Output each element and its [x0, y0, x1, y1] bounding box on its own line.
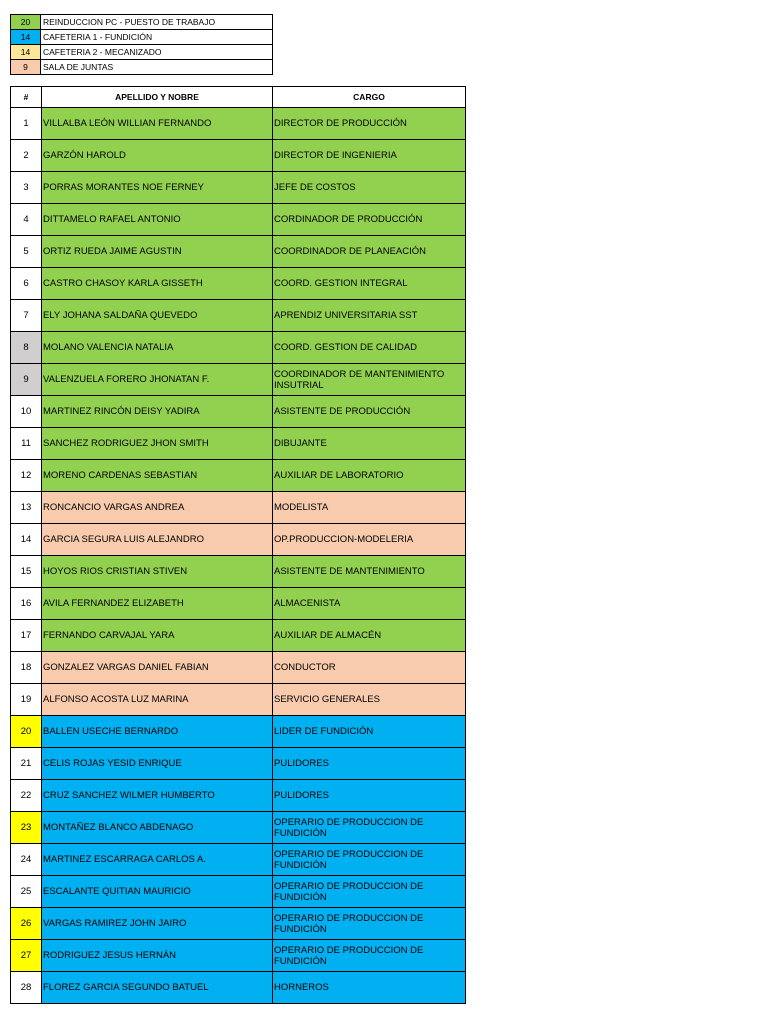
legend-count: 9 — [11, 60, 41, 75]
row-cargo: CONDUCTOR — [273, 652, 466, 684]
row-name: VILLALBA LEÓN WILLIAN FERNANDO — [42, 108, 273, 140]
legend-label: CAFETERIA 1 - FUNDICIÓN — [41, 30, 273, 45]
row-name: GARCIA SEGURA LUIS ALEJANDRO — [42, 524, 273, 556]
row-name: GARZÓN HAROLD — [42, 140, 273, 172]
table-row — [11, 684, 466, 716]
row-name: VALENZUELA FORERO JHONATAN F. — [42, 364, 273, 396]
legend-table — [10, 14, 273, 75]
legend-row — [11, 15, 273, 30]
legend-row — [11, 45, 273, 60]
table-row — [11, 876, 466, 908]
row-number: 19 — [11, 684, 42, 716]
table-row — [11, 524, 466, 556]
row-number: 15 — [11, 556, 42, 588]
table-row — [11, 492, 466, 524]
row-name: ALFONSO ACOSTA LUZ MARINA — [42, 684, 273, 716]
row-number: 7 — [11, 300, 42, 332]
row-cargo: OPERARIO DE PRODUCCION DE FUNDICIÓN — [273, 844, 466, 876]
row-name: FLOREZ GARCIA SEGUNDO BATUEL — [42, 972, 273, 1004]
table-row — [11, 812, 466, 844]
row-name: ESCALANTE QUITIAN MAURICIO — [42, 876, 273, 908]
legend-row — [11, 60, 273, 75]
row-cargo: DIBUJANTE — [273, 428, 466, 460]
row-number: 11 — [11, 428, 42, 460]
table-row — [11, 428, 466, 460]
row-number: 10 — [11, 396, 42, 428]
header-row — [11, 87, 466, 108]
table-row — [11, 716, 466, 748]
table-row — [11, 556, 466, 588]
row-cargo: OPERARIO DE PRODUCCION DE FUNDICIÓN — [273, 940, 466, 972]
row-cargo: CORDINADOR DE PRODUCCIÓN — [273, 204, 466, 236]
table-row — [11, 588, 466, 620]
row-number: 25 — [11, 876, 42, 908]
legend-label: REINDUCCION PC - PUESTO DE TRABAJO — [41, 15, 273, 30]
row-name: CASTRO CHASOY KARLA GISSETH — [42, 268, 273, 300]
row-number: 27 — [11, 940, 42, 972]
row-name: PORRAS MORANTES NOE FERNEY — [42, 172, 273, 204]
header-num: # — [11, 87, 42, 108]
row-cargo: ALMACENISTA — [273, 588, 466, 620]
table-row — [11, 332, 466, 364]
staff-table-header — [11, 87, 466, 108]
row-number: 1 — [11, 108, 42, 140]
row-cargo: AUXILIAR DE LABORATORIO — [273, 460, 466, 492]
legend-count: 14 — [11, 45, 41, 60]
staff-table-body — [11, 108, 466, 1004]
row-cargo: COORD. GESTION INTEGRAL — [273, 268, 466, 300]
table-row — [11, 460, 466, 492]
row-cargo: OPERARIO DE PRODUCCION DE FUNDICIÓN — [273, 908, 466, 940]
row-cargo: JEFE DE COSTOS — [273, 172, 466, 204]
row-cargo: AUXILIAR DE ALMACÉN — [273, 620, 466, 652]
row-cargo: HORNEROS — [273, 972, 466, 1004]
row-number: 23 — [11, 812, 42, 844]
row-name: VARGAS RAMIREZ JOHN JAIRO — [42, 908, 273, 940]
row-number: 20 — [11, 716, 42, 748]
row-cargo: ASISTENTE DE PRODUCCIÓN — [273, 396, 466, 428]
row-cargo: SERVICIO GENERALES — [273, 684, 466, 716]
row-name: ELY JOHANA SALDAÑA QUEVEDO — [42, 300, 273, 332]
row-cargo: OPERARIO DE PRODUCCION DE FUNDICIÓN — [273, 876, 466, 908]
row-number: 2 — [11, 140, 42, 172]
row-name: MORENO CARDENAS SEBASTIAN — [42, 460, 273, 492]
table-row — [11, 972, 466, 1004]
row-number: 3 — [11, 172, 42, 204]
row-name: HOYOS RIOS CRISTIAN STIVEN — [42, 556, 273, 588]
row-name: MARTINEZ RINCÓN DEISY YADIRA — [42, 396, 273, 428]
row-cargo: COORDINADOR DE PLANEACIÓN — [273, 236, 466, 268]
legend-row — [11, 30, 273, 45]
row-name: SANCHEZ RODRIGUEZ JHON SMITH — [42, 428, 273, 460]
row-name: GONZALEZ VARGAS DANIEL FABIAN — [42, 652, 273, 684]
legend-count: 20 — [11, 15, 41, 30]
table-row — [11, 204, 466, 236]
row-name: MARTINEZ ESCARRAGA CARLOS A. — [42, 844, 273, 876]
row-cargo: OPERARIO DE PRODUCCION DE FUNDICIÓN — [273, 812, 466, 844]
row-name: BALLEN USECHE BERNARDO — [42, 716, 273, 748]
row-number: 24 — [11, 844, 42, 876]
row-name: AVILA FERNANDEZ ELIZABETH — [42, 588, 273, 620]
row-name: CELIS ROJAS YESID ENRIQUE — [42, 748, 273, 780]
table-row — [11, 940, 466, 972]
row-number: 6 — [11, 268, 42, 300]
row-cargo: OP.PRODUCCION-MODELERIA — [273, 524, 466, 556]
legend-count: 14 — [11, 30, 41, 45]
table-row — [11, 748, 466, 780]
row-number: 4 — [11, 204, 42, 236]
row-number: 21 — [11, 748, 42, 780]
table-row — [11, 172, 466, 204]
row-number: 12 — [11, 460, 42, 492]
table-row — [11, 364, 466, 396]
table-row — [11, 236, 466, 268]
legend-body — [11, 15, 273, 75]
row-name: DITTAMELO RAFAEL ANTONIO — [42, 204, 273, 236]
legend-label: SALA DE JUNTAS — [41, 60, 273, 75]
row-cargo: LIDER DE FUNDICIÓN — [273, 716, 466, 748]
row-cargo: ASISTENTE DE MANTENIMIENTO — [273, 556, 466, 588]
header-cargo: CARGO — [273, 87, 466, 108]
row-cargo: COORDINADOR DE MANTENIMIENTO INSUTRIAL — [273, 364, 466, 396]
row-name: MONTAÑEZ BLANCO ABDENAGO — [42, 812, 273, 844]
row-number: 14 — [11, 524, 42, 556]
row-cargo: PULIDORES — [273, 748, 466, 780]
row-cargo: DIRECTOR DE PRODUCCIÓN — [273, 108, 466, 140]
row-number: 28 — [11, 972, 42, 1004]
row-number: 26 — [11, 908, 42, 940]
header-name: APELLIDO Y NOBRE — [42, 87, 273, 108]
row-number: 18 — [11, 652, 42, 684]
row-number: 16 — [11, 588, 42, 620]
row-cargo: DIRECTOR DE INGENIERIA — [273, 140, 466, 172]
row-cargo: COORD. GESTION DE CALIDAD — [273, 332, 466, 364]
table-row — [11, 268, 466, 300]
row-number: 17 — [11, 620, 42, 652]
table-row — [11, 300, 466, 332]
table-row — [11, 908, 466, 940]
staff-table — [10, 86, 466, 1004]
row-name: CRUZ SANCHEZ WILMER HUMBERTO — [42, 780, 273, 812]
row-number: 22 — [11, 780, 42, 812]
row-name: ORTIZ RUEDA JAIME AGUSTIN — [42, 236, 273, 268]
row-number: 5 — [11, 236, 42, 268]
table-row — [11, 844, 466, 876]
row-number: 13 — [11, 492, 42, 524]
row-cargo: MODELISTA — [273, 492, 466, 524]
table-row — [11, 140, 466, 172]
row-name: FERNANDO CARVAJAL YARA — [42, 620, 273, 652]
legend-label: CAFETERIA 2 - MECANIZADO — [41, 45, 273, 60]
row-cargo: APRENDIZ UNIVERSITARIA SST — [273, 300, 466, 332]
row-number: 9 — [11, 364, 42, 396]
table-row — [11, 652, 466, 684]
table-row — [11, 780, 466, 812]
row-name: MOLANO VALENCIA NATALIA — [42, 332, 273, 364]
table-row — [11, 108, 466, 140]
row-number: 8 — [11, 332, 42, 364]
row-cargo: PULIDORES — [273, 780, 466, 812]
row-name: RONCANCIO VARGAS ANDREA — [42, 492, 273, 524]
table-row — [11, 396, 466, 428]
row-name: RODRIGUEZ JESUS HERNÁN — [42, 940, 273, 972]
table-row — [11, 620, 466, 652]
